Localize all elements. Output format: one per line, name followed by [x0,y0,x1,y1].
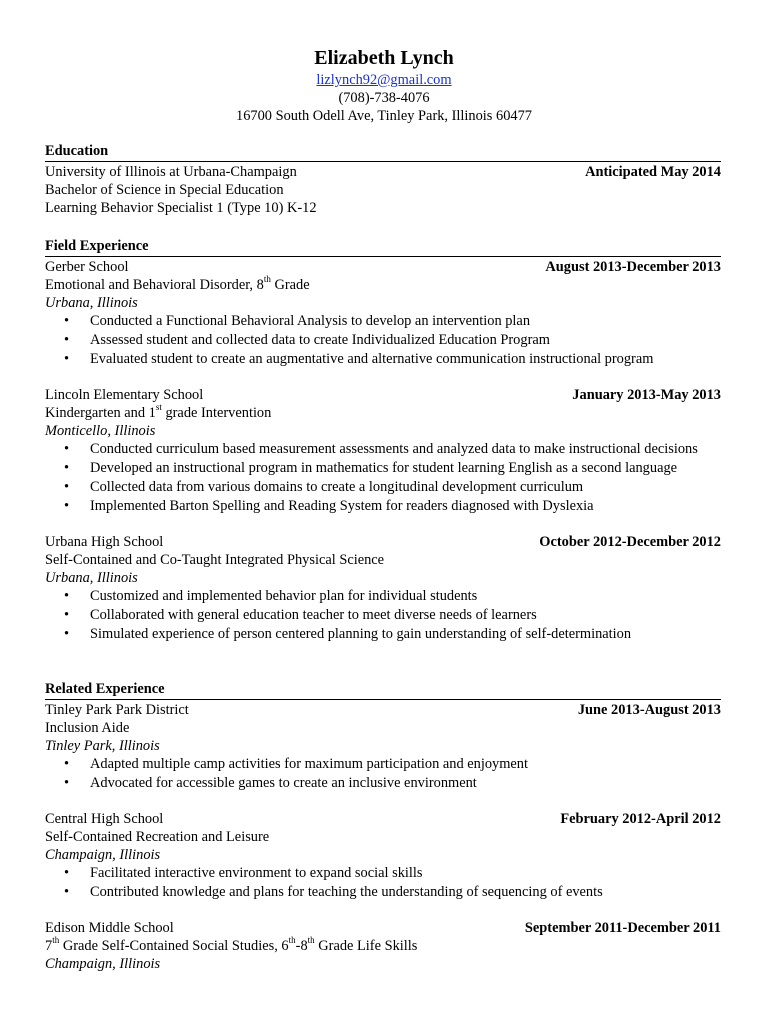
entry-date: August 2013-December 2013 [545,259,721,275]
bullet-item: • Implemented Barton Spelling and Reading System for readers diagnosed with Dyslexia [90,497,721,515]
bullet-item: • Adapted multiple camp activities for maximum participation and enjoyment [90,755,721,773]
entry-location: Tinley Park, Illinois [45,738,160,754]
entry-bullets [45,312,721,368]
experience-entry [45,258,721,368]
entry-bullets [45,440,721,515]
entry-date: September 2011-December 2011 [524,920,721,936]
entry-role: Self-Contained and Co-Taught Integrated Physical Science [45,552,385,568]
bullet-item: • Simulated experience of person centered planning to gain understanding of self-determination [90,625,721,643]
field-experience-section [45,237,721,644]
entry-organization: Tinley Park Park District [45,702,189,718]
entry-role: Kindergarten and 1st grade Intervention [45,402,272,421]
section-title-education: Education [45,142,721,162]
experience-entry [45,919,721,973]
entry-role: 7th Grade Self-Contained Social Studies, 6th-8th Grade Life Skills [45,935,418,954]
entry-bullets [45,587,721,643]
entry-bullets [45,755,721,792]
education-section [45,142,721,217]
address: 16700 South Odell Ave, Tinley Park, Illinois 60477 [236,108,532,124]
bullet-item: • Conducted a Functional Behavioral Analysis to develop an intervention plan [90,312,721,330]
related-experience-section [45,680,721,973]
bullet-item: • Developed an instructional program in mathematics for student learning English as a second language [90,459,721,477]
experience-entry [45,386,721,515]
resume-header [0,45,768,125]
education-school: University of Illinois at Urbana-Champaign [45,164,297,180]
entry-date: January 2013-May 2013 [572,387,721,403]
entry-organization: Central High School [45,811,164,827]
education-date: Anticipated May 2014 [585,164,721,180]
entry-date: June 2013-August 2013 [577,702,721,718]
experience-entry [45,701,721,792]
entry-location: Monticello, Illinois [45,423,156,439]
phone-number: (708)-738-4076 [338,90,430,106]
entry-date: February 2012-April 2012 [560,811,721,827]
bullet-item: • Advocated for accessible games to create an inclusive environment [90,774,721,792]
bullet-item: • Conducted curriculum based measurement assessments and analyzed data to make instructional decisions [90,440,721,458]
entry-role: Self-Contained Recreation and Leisure [45,829,270,845]
entry-role: Emotional and Behavioral Disorder, 8th Grade [45,274,310,293]
experience-entry [45,533,721,643]
entry-location: Urbana, Illinois [45,295,138,311]
entry-organization: Edison Middle School [45,920,174,936]
section-title-related-experience: Related Experience [45,680,721,700]
candidate-name: Elizabeth Lynch [314,47,454,69]
entry-organization: Gerber School [45,259,129,275]
bullet-item: • Contributed knowledge and plans for teaching the understanding of sequencing of events [90,883,721,901]
section-title-field-experience: Field Experience [45,237,721,257]
bullet-item: • Collected data from various domains to create a longitudinal development curriculum [90,478,721,496]
entry-date: October 2012-December 2012 [539,534,721,550]
entry-organization: Lincoln Elementary School [45,387,204,403]
bullet-item: • Evaluated student to create an augmentative and alternative communication instructional program [90,350,721,368]
entry-location: Urbana, Illinois [45,570,138,586]
entry-organization: Urbana High School [45,534,164,550]
bullet-item: • Facilitated interactive environment to expand social skills [90,864,721,882]
bullet-item: • Customized and implemented behavior plan for individual students [90,587,721,605]
entry-location: Champaign, Illinois [45,956,161,972]
entry-role: Inclusion Aide [45,720,130,736]
education-certification: Learning Behavior Specialist 1 (Type 10) K-12 [45,200,317,216]
bullet-item: • Collaborated with general education teacher to meet diverse needs of learners [90,606,721,624]
bullet-item: • Assessed student and collected data to create Individualized Education Program [90,331,721,349]
email-link[interactable]: lizlynch92@gmail.com [316,72,452,88]
experience-entry [45,810,721,901]
entry-location: Champaign, Illinois [45,847,161,863]
education-degree: Bachelor of Science in Special Education [45,182,284,198]
entry-bullets [45,864,721,901]
